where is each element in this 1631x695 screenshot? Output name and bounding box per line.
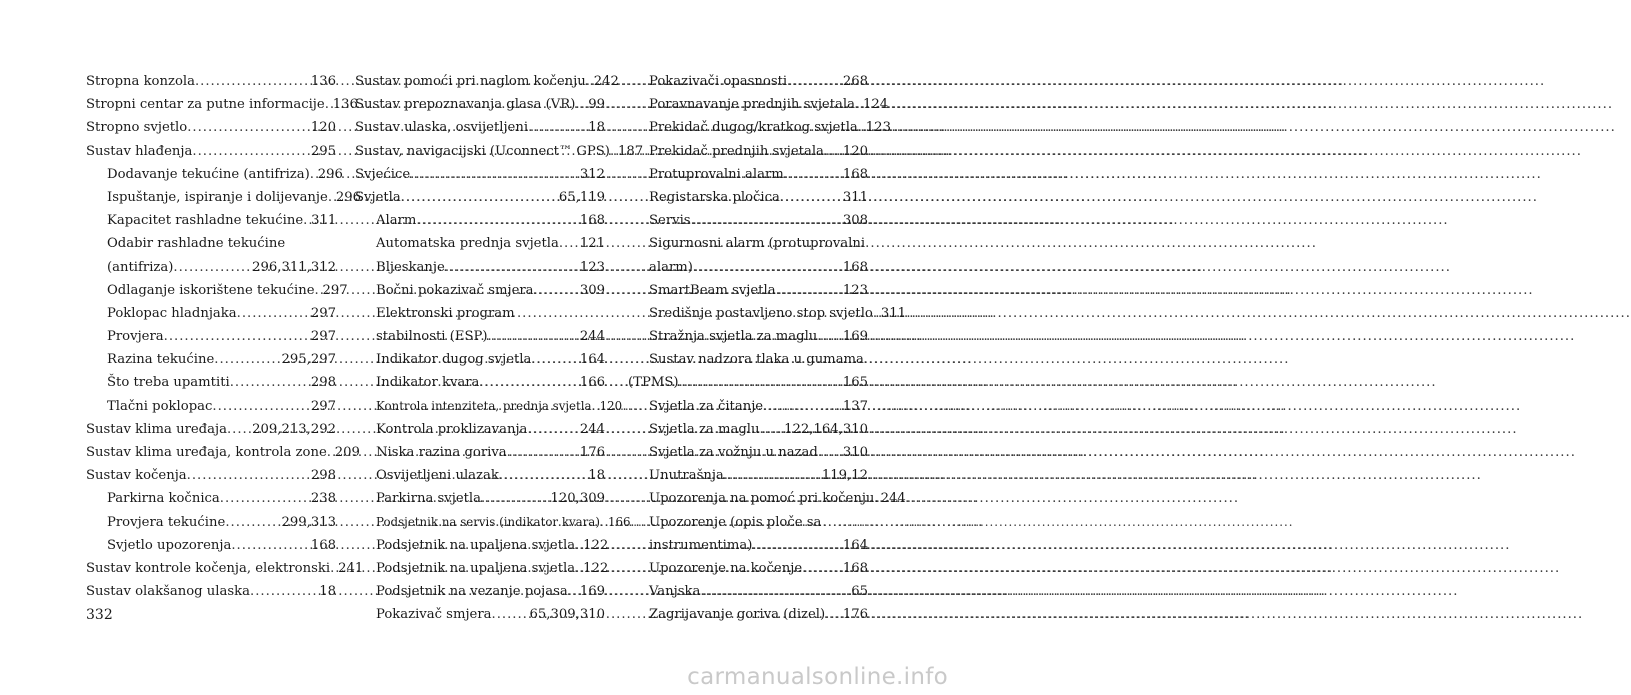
entry-page-number: 124 xyxy=(862,97,889,113)
dot-leader xyxy=(759,418,782,441)
dot-leader xyxy=(787,70,841,93)
entry-label: Kapacitet rashladne tekućine xyxy=(107,213,304,229)
entry-label: Protuprovalni alarm xyxy=(649,166,784,182)
dot-leader xyxy=(780,186,841,209)
entry-page-number: 241 xyxy=(338,560,364,576)
dot-leader xyxy=(679,371,841,394)
index-entry xyxy=(355,163,605,186)
dot-leader xyxy=(173,256,250,279)
index-column-3 xyxy=(628,70,907,627)
entry-label: Sustav, navigacijski (Uconnect™ GPS) xyxy=(355,143,610,159)
dot-leader xyxy=(250,580,317,603)
entry-page-number: 122 xyxy=(583,560,609,576)
entry-label: Indikator dugog svjetla xyxy=(376,352,532,368)
entry-label: Servis xyxy=(649,213,691,229)
entry-page-number: 136 xyxy=(332,97,358,113)
index-entry xyxy=(628,116,891,139)
entry-label: Provjera tekućine xyxy=(107,514,226,530)
entry-label: Bočni pokazivač smjera xyxy=(376,282,534,298)
entry-label: Stražnja svjetla za maglu xyxy=(649,329,818,345)
entry-page-number: 123 xyxy=(579,259,605,275)
dot-leader xyxy=(212,395,308,418)
index-entry xyxy=(86,534,336,557)
index-entry xyxy=(628,557,868,580)
dot-leader xyxy=(693,256,841,279)
entry-page-number: 308 xyxy=(842,213,868,229)
entry-label: Svjetla xyxy=(355,189,401,205)
dot-leader xyxy=(479,371,577,394)
index-entry xyxy=(628,302,907,325)
index-entry xyxy=(628,418,868,441)
dot-leader xyxy=(481,487,548,510)
dot-leader xyxy=(559,232,578,255)
index-entry xyxy=(355,464,605,487)
dot-leader xyxy=(164,325,309,348)
page-number: 332 xyxy=(86,607,113,623)
index-entry xyxy=(86,348,336,371)
entry-page-number: 168 xyxy=(842,560,868,576)
index-entry xyxy=(355,186,605,209)
index-entry xyxy=(86,418,336,441)
dot-leader xyxy=(700,580,849,603)
dot-leader xyxy=(752,534,840,557)
entry-page-number: 168 xyxy=(310,537,336,553)
entry-label: Dodavanje tekućine (antifriza) xyxy=(107,166,310,182)
index-entry xyxy=(355,395,623,418)
dot-leader xyxy=(492,603,528,626)
index-entry xyxy=(355,256,605,279)
entry-label: Svjetla za maglu xyxy=(649,421,760,437)
entry-page-number: 244 xyxy=(579,329,605,345)
index-entry xyxy=(355,302,605,325)
index-entry xyxy=(355,441,605,464)
entry-page-number: 295 xyxy=(310,143,336,159)
dot-leader xyxy=(531,348,577,371)
index-entry xyxy=(628,186,868,209)
dot-leader xyxy=(825,603,841,626)
dot-leader xyxy=(410,163,578,186)
entry-page-number: 299,313 xyxy=(281,514,336,530)
index-column-2 xyxy=(355,70,644,627)
entry-page-number: 268 xyxy=(842,74,868,89)
entry-label: Svjećice xyxy=(355,166,411,182)
index-entry xyxy=(628,348,868,371)
entry-label: SmartBeam svjetla xyxy=(649,282,776,298)
entry-page-number: 166 xyxy=(607,514,631,529)
index-entry xyxy=(355,487,605,510)
entry-page-number: 187 xyxy=(617,143,644,159)
entry-page-number: 120 xyxy=(310,120,336,136)
dot-leader xyxy=(227,418,250,441)
entry-page-number: 168 xyxy=(842,166,868,182)
entry-label: Sustav pomoći pri naglom kočenju xyxy=(355,74,586,89)
entry-label: Odlaganje iskorištene tekućine xyxy=(107,282,315,298)
index-entry xyxy=(355,279,605,302)
index-entry xyxy=(355,371,605,394)
entry-page-number: 120 xyxy=(599,398,623,413)
index-entry xyxy=(628,256,868,279)
dot-leader xyxy=(230,371,309,394)
dot-leader xyxy=(802,557,841,580)
entry-page-number: 165 xyxy=(842,375,868,391)
entry-label: Tlačni poklopac xyxy=(107,398,213,414)
index-entry xyxy=(86,325,336,348)
dot-leader xyxy=(534,279,578,302)
entry-page-number: 120,309 xyxy=(550,491,605,507)
index-entry xyxy=(355,70,619,93)
index-entry xyxy=(355,140,644,163)
entry-page-number: 65,309,310 xyxy=(529,607,605,623)
index-entry xyxy=(628,441,868,464)
dot-leader xyxy=(220,487,309,510)
entry-label: alarm) xyxy=(649,259,693,275)
index-entry xyxy=(355,93,605,116)
entry-label: Podsjetnik na upaljena svjetla xyxy=(376,560,576,576)
entry-label: Kontrola proklizavanja xyxy=(376,421,528,437)
entry-label: Razina tekućine xyxy=(107,352,215,368)
index-entry xyxy=(355,325,605,348)
entry-page-number: 244 xyxy=(579,421,605,437)
entry-label: Bljeskanje xyxy=(376,259,445,275)
entry-page-number: 310 xyxy=(842,445,868,460)
entry-page-number: 209 xyxy=(334,445,360,460)
entry-page-number: 18 xyxy=(319,584,336,600)
index-entry xyxy=(628,464,868,487)
entry-page-number: 123 xyxy=(865,120,891,136)
index-entry xyxy=(628,209,868,232)
entry-page-number: 121 xyxy=(579,236,605,252)
entry-label: Sustav nadzora tlaka u gumama xyxy=(649,352,864,368)
entry-page-number: 298 xyxy=(310,468,336,484)
entry-label: Niska razina goriva xyxy=(376,445,507,460)
entry-label: Parkirna kočnica xyxy=(107,491,220,507)
entry-label: Vanjska xyxy=(649,584,701,600)
index-entry xyxy=(628,395,868,418)
dot-leader xyxy=(488,325,578,348)
entry-label: Parkirna svjetla xyxy=(376,491,481,507)
dot-leader xyxy=(499,464,586,487)
index-entry xyxy=(86,256,336,279)
entry-page-number: 169 xyxy=(842,329,868,345)
entry-page-number: 298 xyxy=(310,375,336,391)
entry-page-number: 168 xyxy=(842,259,868,275)
index-entry xyxy=(86,580,336,603)
entry-label: Elektronski program xyxy=(376,305,515,321)
entry-label: Pokazivač smjera xyxy=(376,607,492,623)
dot-leader xyxy=(724,464,820,487)
index-entry xyxy=(86,511,336,534)
entry-label: Svjetla za čitanje xyxy=(649,398,764,414)
index-entry xyxy=(628,232,868,255)
dot-leader xyxy=(237,302,309,325)
entry-label: Sustav kontrole kočenja, elektronski xyxy=(86,560,331,576)
dot-leader xyxy=(231,534,308,557)
entry-label: Prekidač dugog/kratkog svjetla xyxy=(649,120,858,136)
index-entry xyxy=(628,603,868,626)
entry-page-number: 311 xyxy=(880,305,907,321)
entry-label: (antifriza) xyxy=(107,259,174,275)
index-entry xyxy=(355,580,605,603)
entry-label: Ispuštanje, ispiranje i dolijevanje xyxy=(107,189,328,205)
entry-page-number: 209,213,292 xyxy=(252,421,336,437)
index-entry xyxy=(355,232,605,255)
dot-leader xyxy=(691,209,841,232)
entry-label: Odabir rashladne tekućine xyxy=(107,236,286,252)
dot-leader xyxy=(445,256,578,279)
dot-leader xyxy=(187,464,309,487)
entry-label: Sustav klima uređaja xyxy=(86,421,227,437)
index-entry xyxy=(628,93,889,116)
index-entry xyxy=(86,371,336,394)
dot-leader xyxy=(817,325,841,348)
entry-page-number: 244 xyxy=(880,491,906,507)
entry-page-number: 176 xyxy=(842,607,868,623)
dot-leader xyxy=(528,116,586,139)
index-entry xyxy=(86,487,336,510)
index-entry xyxy=(86,70,336,93)
entry-label: Sigurnosni alarm (protuprovalni xyxy=(649,236,866,252)
entry-page-number: 164 xyxy=(579,352,605,368)
index-entry xyxy=(628,487,906,510)
index-entry xyxy=(628,163,868,186)
entry-label: Pokazivači opasnosti xyxy=(649,74,788,89)
dot-leader xyxy=(776,279,841,302)
index-entry xyxy=(355,209,605,232)
entry-page-number: 119,12 xyxy=(821,468,868,484)
entry-label: Sustav olakšanog ulaska xyxy=(86,584,251,600)
entry-label: Središnje postavljeno stop svjetlo xyxy=(649,305,873,321)
entry-page-number: 166 xyxy=(579,375,605,391)
index-entry xyxy=(628,580,868,603)
index-entry xyxy=(86,232,336,255)
entry-label: Podsjetnik na vezanje pojasa xyxy=(376,584,568,600)
entry-label: Poklopac hladnjaka xyxy=(107,305,237,321)
entry-label: Sustav hlađenja xyxy=(86,143,193,159)
index-entry xyxy=(86,279,348,302)
entry-label: (TPMS) xyxy=(628,375,679,391)
entry-label: stabilnosti (ESP) xyxy=(376,329,488,345)
entry-page-number: 296 xyxy=(317,166,343,182)
entry-page-number: 297 xyxy=(322,282,348,298)
entry-label: Podsjetnik na servis (indikator kvara) xyxy=(376,514,600,529)
index-entry xyxy=(628,534,868,557)
entry-page-number: 99 xyxy=(588,97,605,113)
entry-page-number: 242 xyxy=(593,74,619,89)
dot-leader xyxy=(575,93,586,116)
dot-leader xyxy=(192,140,308,163)
entry-label: Sustav ulaska, osvijetljeni xyxy=(355,120,529,136)
entry-page-number: 296,311,312 xyxy=(252,259,336,275)
entry-page-number: 122,164,310 xyxy=(784,421,868,437)
entry-page-number: 65,119 xyxy=(558,189,605,205)
index-entry xyxy=(628,70,868,93)
dot-leader xyxy=(187,116,309,139)
index-entry xyxy=(86,140,336,163)
index-entry xyxy=(628,371,868,394)
dot-leader xyxy=(507,441,578,464)
index-entry xyxy=(86,441,360,464)
entry-page-number: 120 xyxy=(842,143,868,159)
entry-page-number: 136 xyxy=(310,74,336,89)
index-entry xyxy=(86,464,336,487)
index-entry xyxy=(355,557,609,580)
index-entry xyxy=(86,557,364,580)
entry-page-number: 123 xyxy=(842,282,868,298)
index-entry xyxy=(628,279,868,302)
entry-label: Automatska prednja svjetla xyxy=(376,236,559,252)
dot-leader xyxy=(763,395,841,418)
entry-label: Sustav kočenja xyxy=(86,468,187,484)
entry-label: Kontrola intenziteta, prednja svjetla xyxy=(376,398,592,413)
index-entry xyxy=(86,163,343,186)
entry-label: Svjetlo upozorenja xyxy=(107,537,232,553)
entry-label: Sustav prepoznavanja glasa (VR) xyxy=(355,97,576,113)
entry-page-number: 122 xyxy=(583,537,609,553)
dot-leader xyxy=(416,209,577,232)
entry-page-number: 65 xyxy=(851,584,868,600)
entry-label: Osvijetljeni ulazak xyxy=(376,468,499,484)
entry-label: Što treba upamtiti xyxy=(107,375,230,391)
entry-label: Registarska pločica xyxy=(649,189,780,205)
index-entry xyxy=(355,603,605,626)
entry-label: Prekidač prednjih svjetala xyxy=(649,143,824,159)
entry-page-number: 168 xyxy=(579,213,605,229)
entry-label: Alarm xyxy=(376,213,417,229)
entry-label: instrumentima) xyxy=(649,537,753,553)
entry-label: Stropno svjetlo xyxy=(86,120,188,136)
dot-leader xyxy=(225,511,279,534)
index-entry xyxy=(628,140,868,163)
index-entry xyxy=(355,418,605,441)
entry-label: Sustav klima uređaja, kontrola zone xyxy=(86,445,327,460)
dot-leader xyxy=(214,348,279,371)
index-entry xyxy=(355,534,609,557)
entry-page-number: 312 xyxy=(579,166,605,182)
entry-label: Stropni centar za putne informacije xyxy=(86,97,325,113)
entry-label: Upozorenje (opis ploče sa xyxy=(649,514,822,530)
entry-label: Zagrijavanje goriva (dizel) xyxy=(649,607,826,623)
index-entry xyxy=(355,116,605,139)
dot-leader xyxy=(784,163,841,186)
entry-page-number: 296 xyxy=(335,189,361,205)
index-entry xyxy=(355,511,631,534)
index-entry xyxy=(86,186,361,209)
entry-page-number: 238 xyxy=(310,491,336,507)
index-entry xyxy=(355,348,605,371)
dot-leader xyxy=(401,186,557,209)
entry-page-number: 176 xyxy=(579,445,605,460)
entry-page-number: 309 xyxy=(579,282,605,298)
dot-leader xyxy=(818,441,841,464)
entry-label: Unutrašnja xyxy=(649,468,724,484)
entry-page-number: 137 xyxy=(842,398,868,414)
index-entry xyxy=(86,116,336,139)
watermark: carmanualsonline.info xyxy=(687,664,948,690)
entry-label: Stropna konzola xyxy=(86,74,195,89)
entry-label: Svjetla za vožnju u nazad xyxy=(649,445,818,460)
index-entry xyxy=(86,395,336,418)
index-entry xyxy=(628,325,868,348)
entry-label: Upozorenje na kočenje xyxy=(649,560,803,576)
index-entry xyxy=(628,511,868,534)
entry-page-number: 18 xyxy=(588,468,605,484)
entry-label: Upozorenja na pomoć pri kočenju. xyxy=(649,491,879,507)
entry-page-number: 18 xyxy=(588,120,605,136)
index-entry xyxy=(86,209,336,232)
entry-label: Poravnavanje prednjih svjetala xyxy=(649,97,855,113)
dot-leader xyxy=(824,140,841,163)
entry-label: Indikator kvara xyxy=(376,375,480,391)
entry-label: Podsjetnik na upaljena svjetla xyxy=(376,537,576,553)
entry-page-number: 297 xyxy=(310,398,336,414)
entry-page-number: 169 xyxy=(579,584,605,600)
entry-page-number: 164 xyxy=(842,537,868,553)
dot-leader xyxy=(195,70,309,93)
entry-page-number: 311 xyxy=(842,189,868,205)
entry-page-number: 297 xyxy=(310,305,336,321)
index-entry xyxy=(86,302,336,325)
entry-page-number: 311 xyxy=(311,213,337,229)
entry-label: Provjera xyxy=(107,329,164,345)
dot-leader xyxy=(527,418,577,441)
index-entry xyxy=(86,93,358,116)
dot-leader xyxy=(568,580,578,603)
entry-page-number: 295,297 xyxy=(281,352,336,368)
index-column-1 xyxy=(86,70,364,603)
entry-page-number: 297 xyxy=(310,329,336,345)
